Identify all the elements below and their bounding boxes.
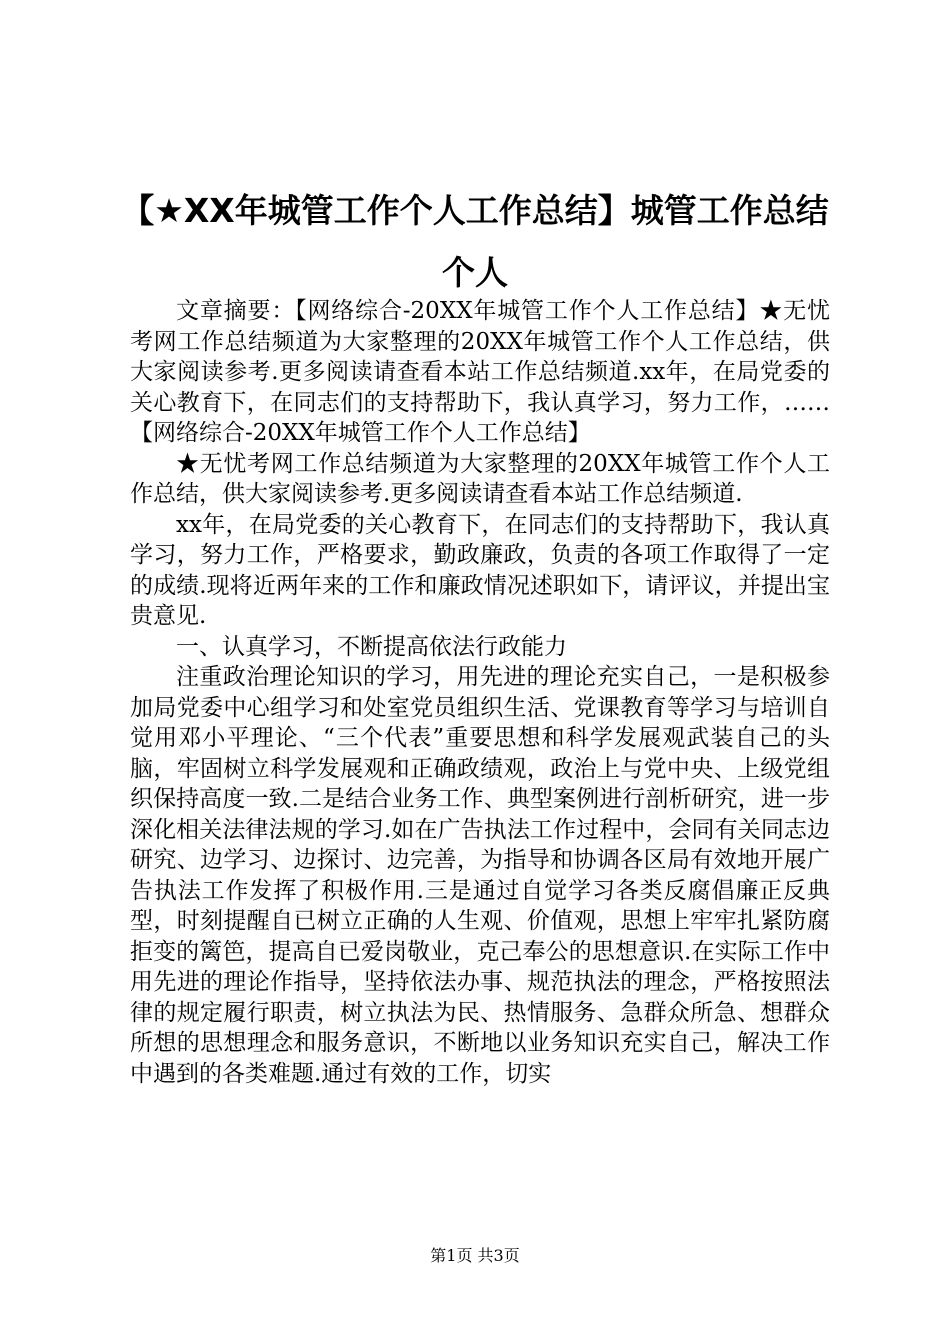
document-title: 【★XX年城管工作个人工作总结】城管工作总结个人 xyxy=(121,191,829,292)
document-body xyxy=(130,296,830,1089)
section-heading-1: 一、认真学习，不断提高依法行政能力 xyxy=(176,633,567,660)
page-footer: 第1页 共3页 xyxy=(430,1246,520,1265)
paragraph-section-1: 注重政治理论知识的学习，用先进的理论充实自己，一是积极参加局党委中心组学习和处室党员组织生活、党课教育等学习与培训自觉用邓小平理论、“三个代表”重要思想和科学发展观武装自己的头脑，牢固树立科学发展观和正确政绩观，政治上与党中央、上级党组织保持高度一致.二是结合业务工作、典型案例进行剖析研究，进一步深化相关法律法规的学习.如在广告执法工作过程中，会同有关同志边研究、边学习、边探讨、边完善，为指导和协调各区局有效地开展广告执法工作发挥了积极作用.三是通过自觉学习各类反腐倡廉正反典型，时刻提醒自已树立正确的人生观、价值观，思想上牢牢扎紧防腐拒变的篱笆，提高自已爱岗敬业，克己奉公的思想意识.在实际工作中用先进的理论作指导，坚持依法办事、规范执法的理念，严格按照法律的规定履行职责，树立执法为民、热情服务、急群众所急、想群众所想的思想理念和服务意识，不断地以业务知识充实自己，解决工作中遇到的各类难题.通过有效的工作，切实 xyxy=(130,664,830,1087)
paragraph-overview: xx年，在局党委的关心教育下，在同志们的支持帮助下，我认真学习，努力工作，严格要求，勤政廉政，负责的各项工作取得了一定的成绩.现将近两年来的工作和廉政情况述职如下，请评议，并提出宝贵意见. xyxy=(130,511,830,629)
paragraph-abstract: 文章摘要：【网络综合-20XX年城管工作个人工作总结】★无忧考网工作总结频道为大家整理的20XX年城管工作个人工作总结，供大家阅读参考.更多阅读请查看本站工作总结频道.xx年，在局党委的关心教育下，在同志们的支持帮助下，我认真学习，努力工作，……【网络综合-20XX年城管工作个人工作总结】 xyxy=(130,298,830,446)
paragraph-intro: ★无忧考网工作总结频道为大家整理的20XX年城管工作个人工作总结，供大家阅读参考.更多阅读请查看本站工作总结频道. xyxy=(130,450,830,507)
